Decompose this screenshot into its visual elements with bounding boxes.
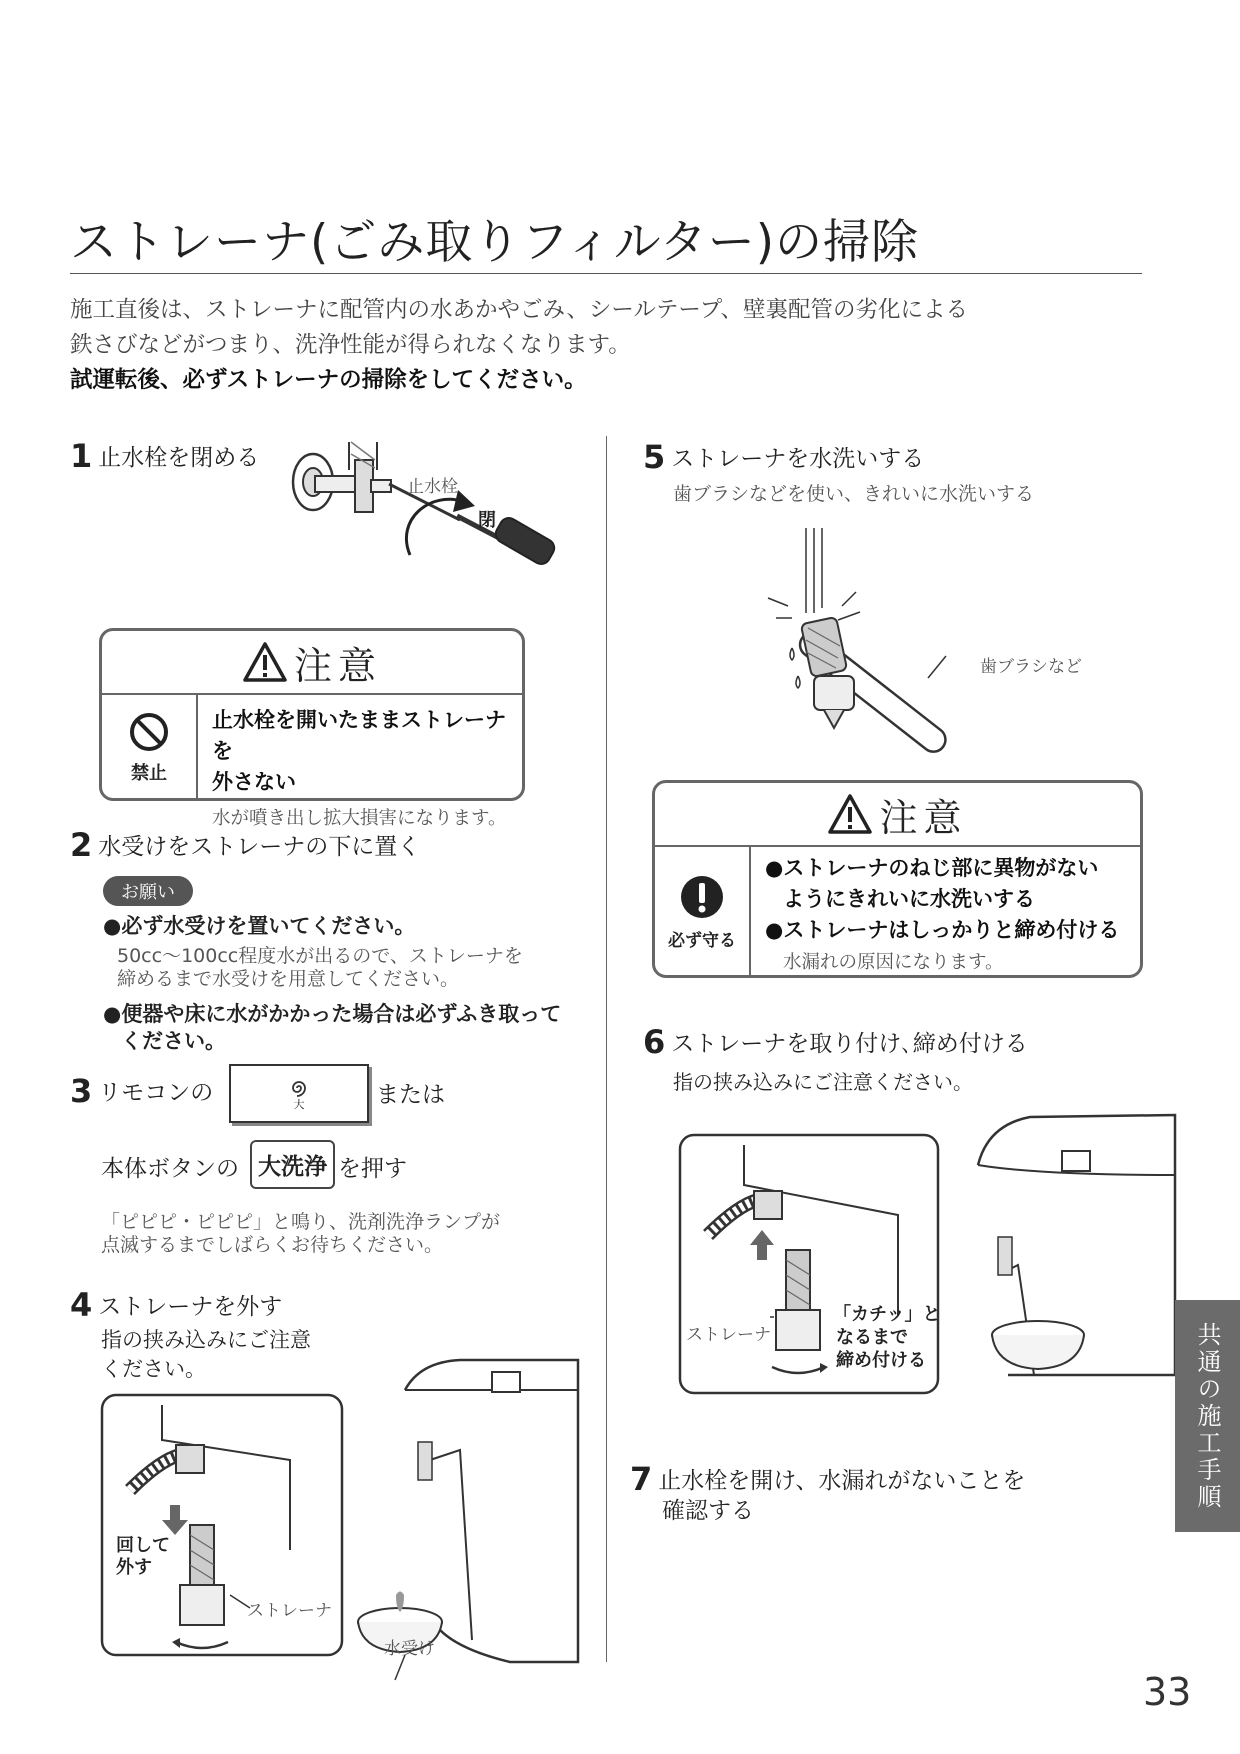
caution-1-icon-cell [102, 695, 198, 800]
intro-line-1: 施工直後は、ストレーナに配管内の水あかやごみ、シールテープ、壁裏配管の劣化による [70, 297, 968, 323]
main-body-flush-button: 大洗浄 [250, 1140, 335, 1189]
step-7-number: 7 [630, 1460, 653, 1498]
step-2-bullet-2-line-2: ください。 [121, 1029, 226, 1053]
step-3-body-prefix: 本体ボタンの [101, 1156, 239, 1182]
caution-1-main-2: 外さない [212, 770, 296, 794]
step-2-bullet-1-sub-2: 締めるまで水受けを用意してください。 [117, 968, 460, 990]
remote-flush-button [229, 1064, 369, 1123]
brush-washing-illustration [768, 528, 1008, 753]
step-1-text: 止水栓を閉める [98, 445, 260, 471]
strainer-label-step4: ストレーナ [247, 1601, 332, 1621]
step-5-sub: 歯ブラシなどを使い、きれいに水洗いする [673, 483, 1035, 505]
step-1 [70, 437, 259, 475]
step-2-bullet-2-line-1: ●便器や床に水がかかった場合は必ずふき取って [103, 1002, 562, 1026]
step-4-sub-1: 指の挟み込みにご注意 [101, 1328, 311, 1352]
step-2 [70, 826, 420, 864]
step-4-number: 4 [70, 1286, 93, 1324]
step-2-bullet-1-sub-1: 50cc～100cc程度水が出るので、ストレーナを [117, 945, 523, 967]
caution-2-heading: 注意 [879, 795, 968, 840]
caution-1-main-1: 止水栓を開いたままストレーナを [212, 708, 506, 763]
step-4 [70, 1286, 282, 1324]
step-4-sub-2: ください。 [101, 1357, 206, 1381]
caution-1-icon-label: 禁止 [131, 762, 167, 784]
column-divider [606, 436, 607, 1662]
brush-label: 歯ブラシなど [980, 657, 1082, 677]
caution-2-sub: 水漏れの原因になります。 [783, 952, 1004, 973]
intro-line-3: 試運転後、必ずストレーナの掃除をしてください。 [70, 367, 587, 393]
step-6-text: ストレーナを取り付け､締め付ける [671, 1031, 1028, 1057]
step-3 [70, 1072, 213, 1110]
step-5-number: 5 [643, 438, 666, 476]
title-divider [70, 273, 1142, 274]
warning-triangle-icon [242, 641, 288, 683]
step-3-body-suffix: を押す [338, 1156, 407, 1182]
step-4-text: ストレーナを外す [98, 1294, 283, 1320]
caution-1-heading: 注意 [293, 643, 382, 688]
caution-2-header [655, 783, 1140, 847]
prohibited-icon [128, 711, 170, 753]
step-3-text: リモコンの [98, 1080, 214, 1106]
strainer-label-step6: ストレーナ [686, 1325, 771, 1345]
strainer-removal-illustration [100, 1350, 580, 1665]
step-1-number: 1 [70, 437, 93, 475]
step-3-note-1: 「ピピピ・ピピピ」と鳴り、洗剤洗浄ランプが [101, 1211, 501, 1233]
intro-line-2: 鉄さびなどがつまり、洗浄性能が得られなくなります。 [70, 332, 631, 358]
step-5 [643, 438, 924, 476]
step-3-or: または [376, 1082, 445, 1108]
remote-button-label: 大 [293, 1098, 305, 1111]
step-6-sub: 指の挟み込みにご注意ください。 [673, 1070, 973, 1094]
mandatory-exclamation-icon [679, 874, 725, 920]
water-tray-label: 水受け [384, 1639, 435, 1659]
caution-1-header [102, 631, 522, 695]
caution-2-bullet-2: ●ストレーナはしっかりと締め付ける [765, 918, 1120, 942]
caution-1-sub: 水が噴き出し拡大損害になります。 [212, 808, 507, 829]
step-7-line-1: 止水栓を開け、水漏れがないことを [658, 1468, 1026, 1494]
turn-label-1: 回して [116, 1535, 170, 1556]
section-side-tab: 共通の施工手順 [1175, 1300, 1240, 1532]
caution-2-bullet-1-line-1: ●ストレーナのねじ部に異物がない [765, 856, 1099, 880]
swirl-flush-icon [288, 1077, 310, 1099]
step-2-text: 水受けをストレーナの下に置く [98, 834, 421, 860]
step-3-note-2: 点滅するまでしばらくお待ちください。 [101, 1234, 444, 1256]
page-title: ストレーナ(ごみ取りフィルター)の掃除 [70, 215, 920, 270]
intro [70, 293, 968, 398]
step-3-number: 3 [70, 1072, 93, 1110]
step-6 [643, 1023, 1028, 1061]
caution-2-icon-label: 必ず守る [668, 930, 736, 951]
caution-box-1 [99, 628, 525, 829]
close-label: 閉 [478, 510, 496, 531]
request-badge: お願い [103, 876, 193, 906]
click-label-2: なるまで [836, 1327, 908, 1348]
step-2-bullet-1: ●必ず水受けを置いてください。 [103, 914, 416, 938]
click-label-1: 「カチッ」と [833, 1304, 941, 1325]
click-label-3: 締め付ける [836, 1350, 926, 1371]
valve-label: 止水栓 [407, 477, 458, 497]
caution-2-bullet-1-line-2: ようにきれいに水洗いする [783, 887, 1035, 911]
caution-box-2 [652, 780, 1143, 978]
turn-label-2: 外す [116, 1557, 152, 1578]
step-6-number: 6 [643, 1023, 666, 1061]
caution-2-icon-cell [655, 847, 751, 977]
strainer-install-illustration [678, 1105, 1175, 1395]
step-5-text: ストレーナを水洗いする [671, 446, 925, 472]
step-7-line-2: 確認する [662, 1498, 754, 1524]
step-2-number: 2 [70, 826, 93, 864]
page-number: 33 [1143, 1670, 1192, 1714]
warning-triangle-icon [827, 793, 873, 835]
